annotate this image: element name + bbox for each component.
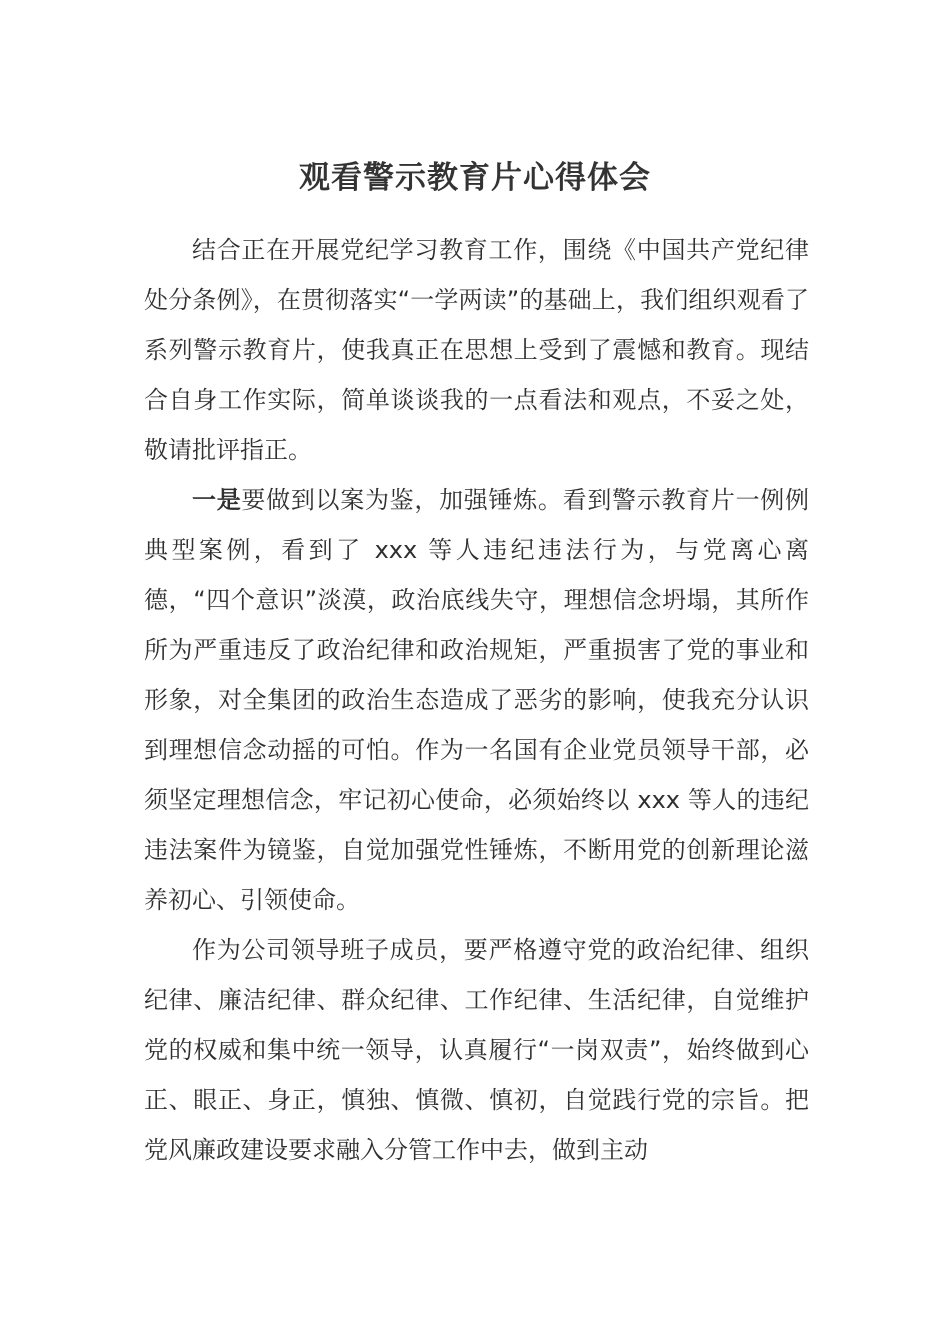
paragraph-leadership: [144, 925, 809, 1175]
paragraph-point-one: [144, 475, 809, 925]
document-body: [144, 225, 809, 1175]
paragraph-lead: 一是: [192, 486, 242, 514]
page-title: 观看警示教育片心得体会: [299, 160, 651, 196]
paragraph-text: 要做到以案为鉴，加强锤炼。看到警示教育片一例例典型案例，看到了 xxx 等人违纪违法行为，与党离心离德，“四个意识”淡漠，政治底线失守，理想信念坍塌，其所作所为严重违反了政治纪律和政治规矩，严重损害了党的事业和形象，对全集团的政治生态造成了恶劣的影响，使我充分认识到理想信念动摇的可怕。作为一名国有企业党员领导干部，必须坚定理想信念，牢记初心使命，必须始终以 xxx 等人的违纪违法案件为镜鉴，自觉加强党性锤炼，不断用党的创新理论滋养初心、引领使命。: [144, 486, 810, 914]
paragraph-text: 结合正在开展党纪学习教育工作，围绕《中国共产党纪律处分条例》，在贯彻落实“一学两读”的基础上，我们组织观看了系列警示教育片，使我真正在思想上受到了震憾和教育。现结合自身工作实际，简单谈谈我的一点看法和观点，不妥之处，敬请批评指正。: [144, 236, 809, 464]
paragraph-text: 作为公司领导班子成员，要严格遵守党的政治纪律、组织纪律、廉洁纪律、群众纪律、工作纪律、生活纪律，自觉维护党的权威和集中统一领导，认真履行“一岗双责”，始终做到心正、眼正、身正，慎独、慎微、慎初，自觉践行党的宗旨。把党风廉政建设要求融入分管工作中去，做到主动: [144, 936, 809, 1164]
paragraph-intro: [144, 225, 809, 475]
